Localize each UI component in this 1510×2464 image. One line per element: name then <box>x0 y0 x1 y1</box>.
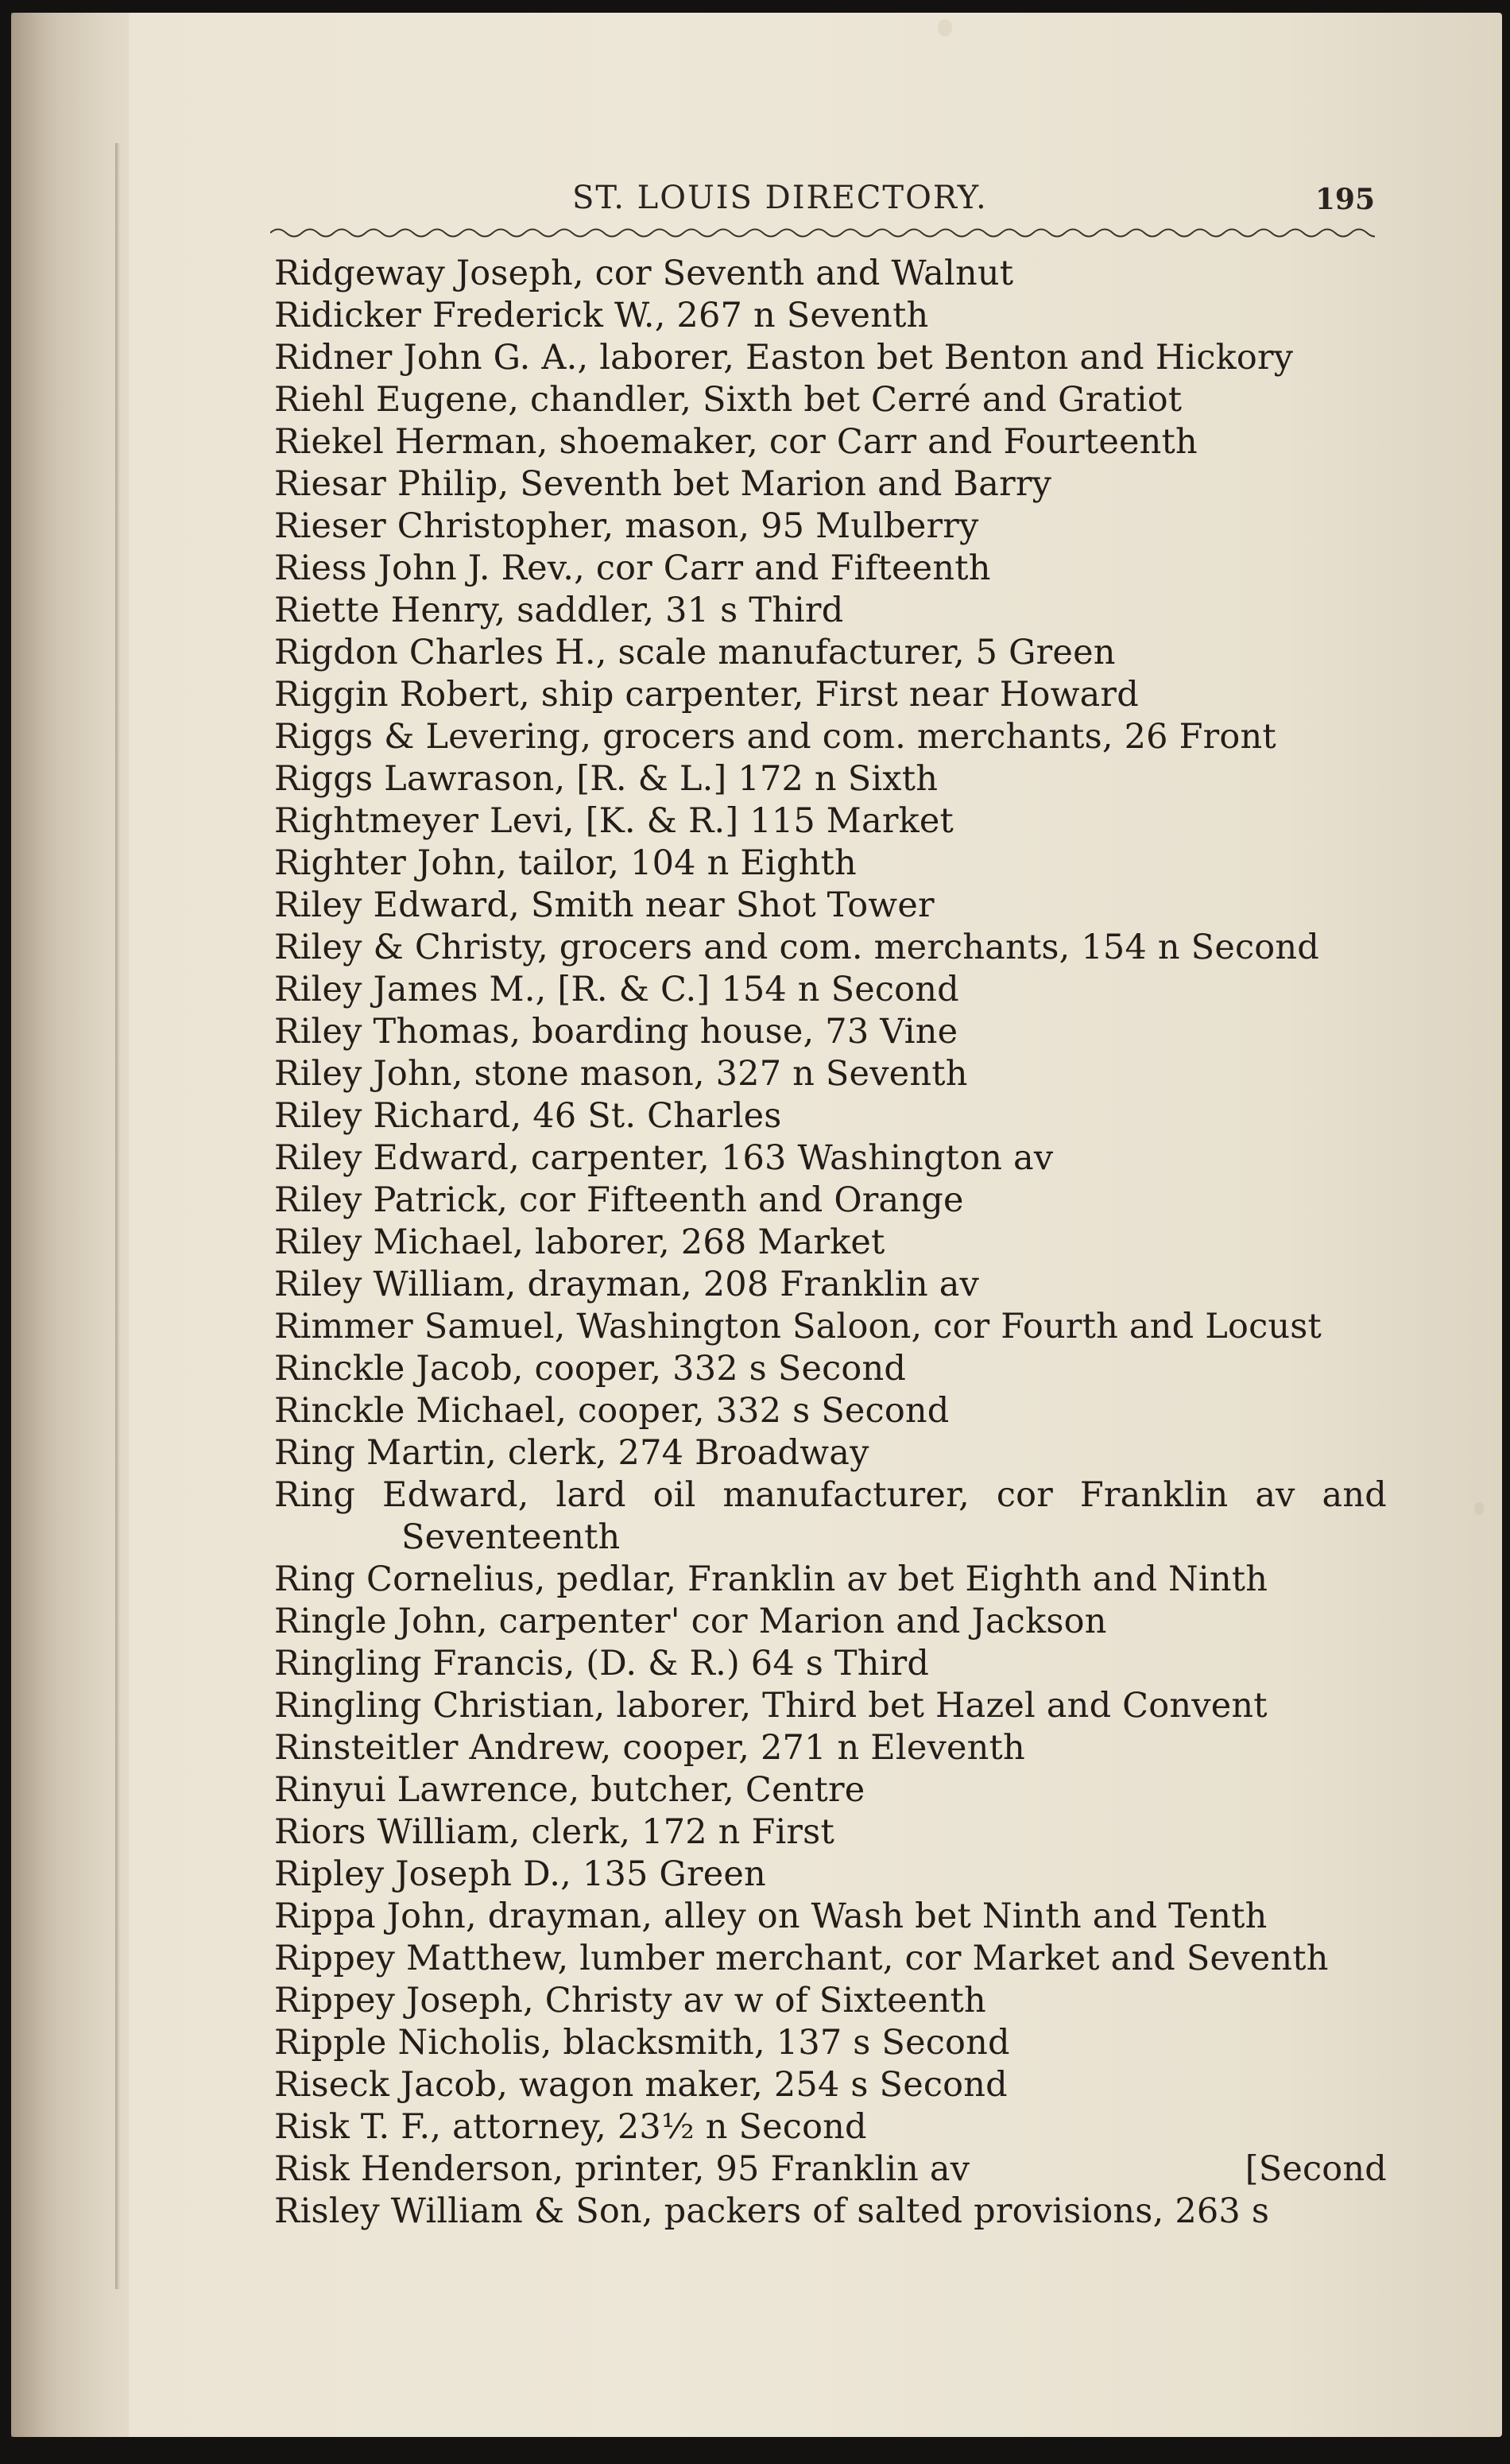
directory-entry: Riors William, clerk, 172 n First <box>274 1812 834 1852</box>
directory-entry: Ringling Christian, laborer, Third bet Hazel and Convent <box>274 1686 1268 1726</box>
wrapped-entry-line-2: Seventeenth <box>401 1517 621 1557</box>
directory-entry: Rinyui Lawrence, butcher, Centre <box>274 1770 865 1810</box>
directory-entry: Riehl Eugene, chandler, Sixth bet Cerré and Gratiot <box>274 380 1183 420</box>
page-number: 195 <box>1314 183 1375 216</box>
paper-stain <box>938 19 952 37</box>
directory-entry: Rigdon Charles H., scale manufacturer, 5 Green <box>274 633 1116 672</box>
directory-entry: Ringling Francis, (D. & R.) 64 s Third <box>274 1644 930 1683</box>
split-entry-text: Risk Henderson, printer, 95 Franklin av <box>274 2149 970 2189</box>
directory-entry: Rieser Christopher, mason, 95 Mulberry <box>274 506 979 546</box>
directory-entry: Ripple Nicholis, blacksmith, 137 s Second <box>274 2023 1010 2063</box>
directory-entry-wrapped <box>274 1474 1387 1559</box>
directory-entry: Riley James M., [R. & C.] 154 n Second <box>274 970 959 1009</box>
wrapped-entry-line-1: Ring Edward, lard oil manufacturer, cor Franklin av and <box>274 1475 1387 1515</box>
directory-entry: Riley Michael, laborer, 268 Market <box>274 1222 885 1262</box>
directory-entry: Ring Martin, clerk, 274 Broadway <box>274 1433 869 1473</box>
directory-entry: Riggs & Levering, grocers and com. merchants, 26 Front <box>274 717 1276 757</box>
binding-fold <box>115 143 120 2289</box>
directory-entry: Riess John J. Rev., cor Carr and Fifteenth <box>274 548 991 588</box>
wavy-rule <box>270 224 1375 242</box>
directory-entry: Risk T. F., attorney, 23½ n Second <box>274 2107 867 2147</box>
directory-entry: Ridner John G. A., laborer, Easton bet Benton and Hickory <box>274 338 1294 378</box>
directory-entry: Ripley Joseph D., 135 Green <box>274 1854 766 1894</box>
directory-entry: Rinckle Jacob, cooper, 332 s Second <box>274 1349 907 1389</box>
directory-entry: Rippey Matthew, lumber merchant, cor Market and Seventh <box>274 1939 1329 1978</box>
directory-entry: Rinckle Michael, cooper, 332 s Second <box>274 1391 950 1431</box>
directory-entry: Riley Edward, carpenter, 163 Washington av <box>274 1138 1054 1178</box>
directory-entry: Riggs Lawrason, [R. & L.] 172 n Sixth <box>274 759 939 799</box>
directory-entry: Riley & Christy, grocers and com. merchants, 154 n Second <box>274 928 1319 967</box>
directory-entry: Ridgeway Joseph, cor Seventh and Walnut <box>274 254 1014 293</box>
directory-entry: Ringle John, carpenter' cor Marion and Jackson <box>274 1602 1107 1641</box>
directory-entry: Riggin Robert, ship carpenter, First near Howard <box>274 675 1139 715</box>
directory-entry: Risley William & Son, packers of salted provisions, 263 s <box>274 2191 1270 2231</box>
directory-entry: Riley John, stone mason, 327 n Seventh <box>274 1054 968 1094</box>
running-title: ST. LOUIS DIRECTORY. <box>572 180 988 216</box>
directory-entry: Righter John, tailor, 104 n Eighth <box>274 843 857 883</box>
directory-entry: Riesar Philip, Seventh bet Marion and Barry <box>274 464 1052 504</box>
directory-entry: Riley William, drayman, 208 Franklin av <box>274 1265 980 1304</box>
directory-entry: Rightmeyer Levi, [K. & R.] 115 Market <box>274 801 954 841</box>
directory-entry: Riley Patrick, cor Fifteenth and Orange <box>274 1180 964 1220</box>
paper-stain <box>1474 1502 1484 1515</box>
directory-entry: Riley Edward, Smith near Shot Tower <box>274 885 935 925</box>
directory-entry: Riseck Jacob, wagon maker, 254 s Second <box>274 2065 1008 2105</box>
directory-entry: Riley Richard, 46 St. Charles <box>274 1096 782 1136</box>
directory-entry-split <box>274 2148 1387 2191</box>
page-gutter <box>11 13 129 2437</box>
directory-entries <box>274 253 1387 2233</box>
page-header <box>270 175 1375 231</box>
directory-entry: Rimmer Samuel, Washington Saloon, cor Fourth and Locust <box>274 1307 1322 1346</box>
directory-entry: Ring Cornelius, pedlar, Franklin av bet Eighth and Ninth <box>274 1559 1268 1599</box>
directory-entry: Ridicker Frederick W., 267 n Seventh <box>274 296 929 335</box>
directory-entry: Rippey Joseph, Christy av w of Sixteenth <box>274 1981 986 2020</box>
directory-entry: Rippa John, drayman, alley on Wash bet Ninth and Tenth <box>274 1896 1268 1936</box>
directory-entry: Riekel Herman, shoemaker, cor Carr and Fourteenth <box>274 422 1198 462</box>
split-entry-continuation: [Second <box>1245 2149 1387 2189</box>
directory-entry: Riette Henry, saddler, 31 s Third <box>274 591 844 630</box>
directory-entry: Riley Thomas, boarding house, 73 Vine <box>274 1012 958 1052</box>
directory-entry: Rinsteitler Andrew, cooper, 271 n Eleventh <box>274 1728 1025 1768</box>
